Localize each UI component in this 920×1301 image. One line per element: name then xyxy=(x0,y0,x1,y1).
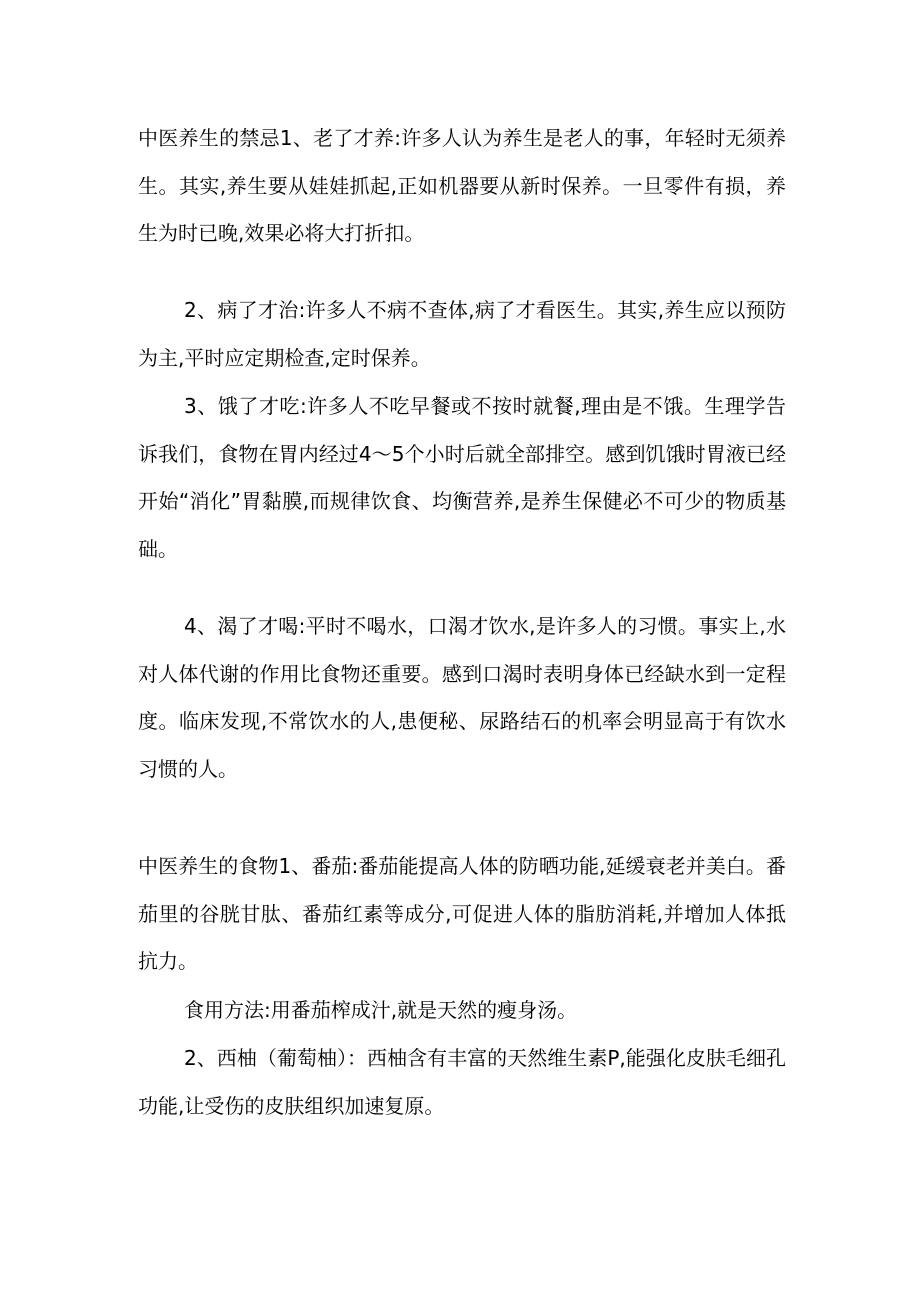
paragraph-taboo-2: 2、病了才治:许多人不病不查体,病了才看医生。其实,养生应以预防为主,平时应定期检查,定时保养。 xyxy=(138,298,786,370)
paragraph-taboo-4: 4、渴了才喝:平时不喝水，口渴才饮水,是许多人的习惯。事实上,水对人体代谢的作用比食物还重要。感到口渴时表明身体已经缺水到一定程度。临床发现,不常饮水的人,患便秘、尿路结石的机率会明显高于有饮水习惯的人。 xyxy=(138,614,786,781)
paragraph-food-2: 2、西柚（葡萄柚）：西柚含有丰富的天然维生素P,能强化皮肤毛细孔功能,让受伤的皮肤组织加速复原。 xyxy=(138,1046,786,1118)
paragraph-health-taboos-intro: 中医养生的禁忌1、老了才养:许多人认为养生是老人的事，年轻时无须养生。其实,养生要从娃娃抓起,正如机器要从新时保养。一旦零件有损，养生为时已晚,效果必将大打折扣。 xyxy=(138,126,786,245)
paragraph-health-foods-intro: 中医养生的食物1、番茄:番茄能提高人体的防晒功能,延缓衰老并美白。番茄里的谷胱甘肽、番茄红素等成分,可促进人体的脂肪消耗,并增加人体抵抗力。 xyxy=(138,854,786,973)
paragraph-food-usage: 食用方法:用番茄榨成汁,就是天然的瘦身汤。 xyxy=(184,998,578,1022)
paragraph-taboo-3: 3、饿了才吃:许多人不吃早餐或不按时就餐,理由是不饿。生理学告诉我们，食物在胃内经过4～5个小时后就全部排空。感到饥饿时胃液已经开始“消化”胃黏膜,而规律饮食、均衡营养,是养生保健必不可少的物质基础。 xyxy=(138,394,786,561)
